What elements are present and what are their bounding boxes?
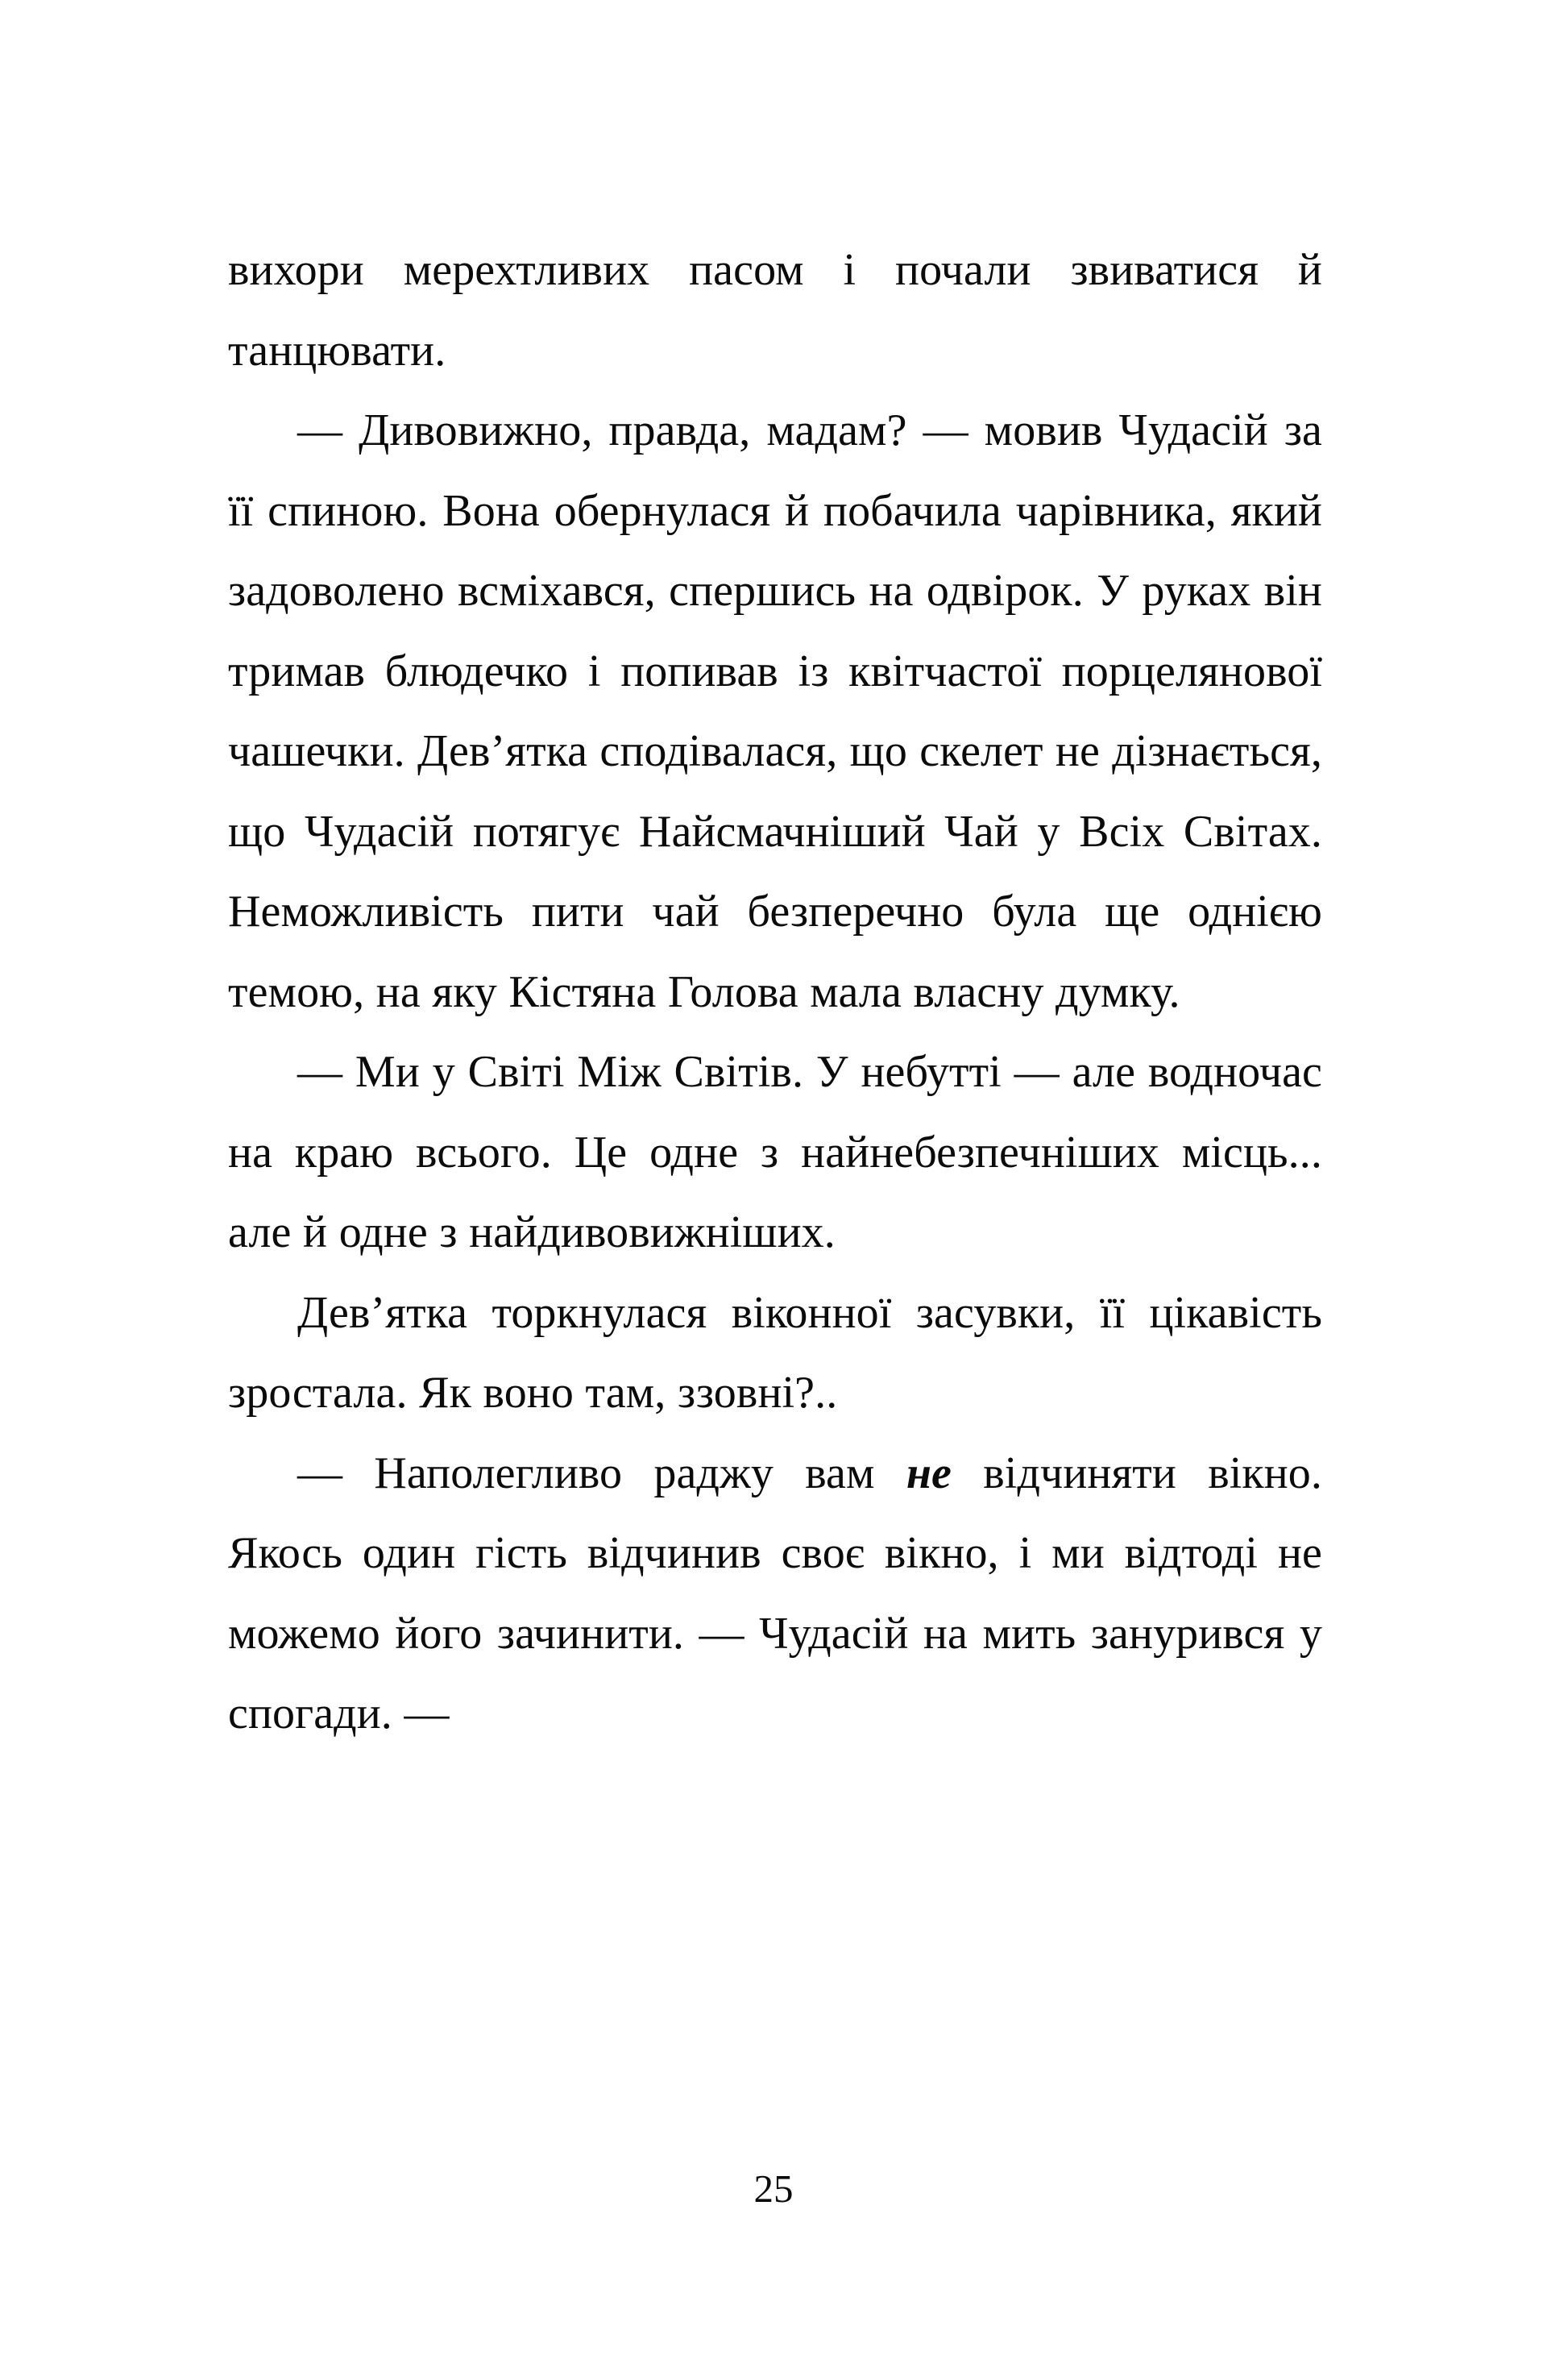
text-run: — Ми у Світі Між Світів. У небутті — але водночас на краю всього. Це одне з найнебезпечніших місць... але й одне з найдивовижніших. (228, 1047, 1322, 1257)
paragraph (228, 231, 1322, 391)
paragraph (228, 1434, 1322, 1755)
paragraph (228, 1273, 1322, 1434)
paragraph (228, 1032, 1322, 1273)
paragraph (228, 391, 1322, 1032)
text-run: — Наполегливо раджу вам (297, 1448, 906, 1498)
text-run: вихори мерехтливих пасом і почали звиватися й танцювати. (228, 245, 1322, 376)
emphasis-text: не (906, 1448, 952, 1498)
text-run: відчиняти вікно. Якось один гість відчинив своє вікно, і ми відтоді не можемо його зачинити. — Чудасій на мить занурився у спогади. — (228, 1448, 1323, 1738)
page-number: 25 (753, 2166, 794, 2211)
text-run: Дев’ятка торкнулася віконної засувки, її цікавість зростала. Як воно там, ззовні?.. (228, 1287, 1322, 1418)
body-text (228, 231, 1322, 1755)
text-run: — Дивовижно, правда, мадам? — мовив Чудасій за її спиною. Вона обернулася й побачила чарівника, який задоволено всміхався, спершись на одвірок. У руках він тримав блюдечко і попивав із квітчастої порцелянової чашечки. Дев’ятка сподівалася, що скелет не дізнається, що Чудасій потягує Найсмачніший Чай у Всіх Світах. Неможливість пити чай безперечно була ще однією темою, на яку Кістяна Голова мала власну думку. (228, 405, 1322, 1017)
